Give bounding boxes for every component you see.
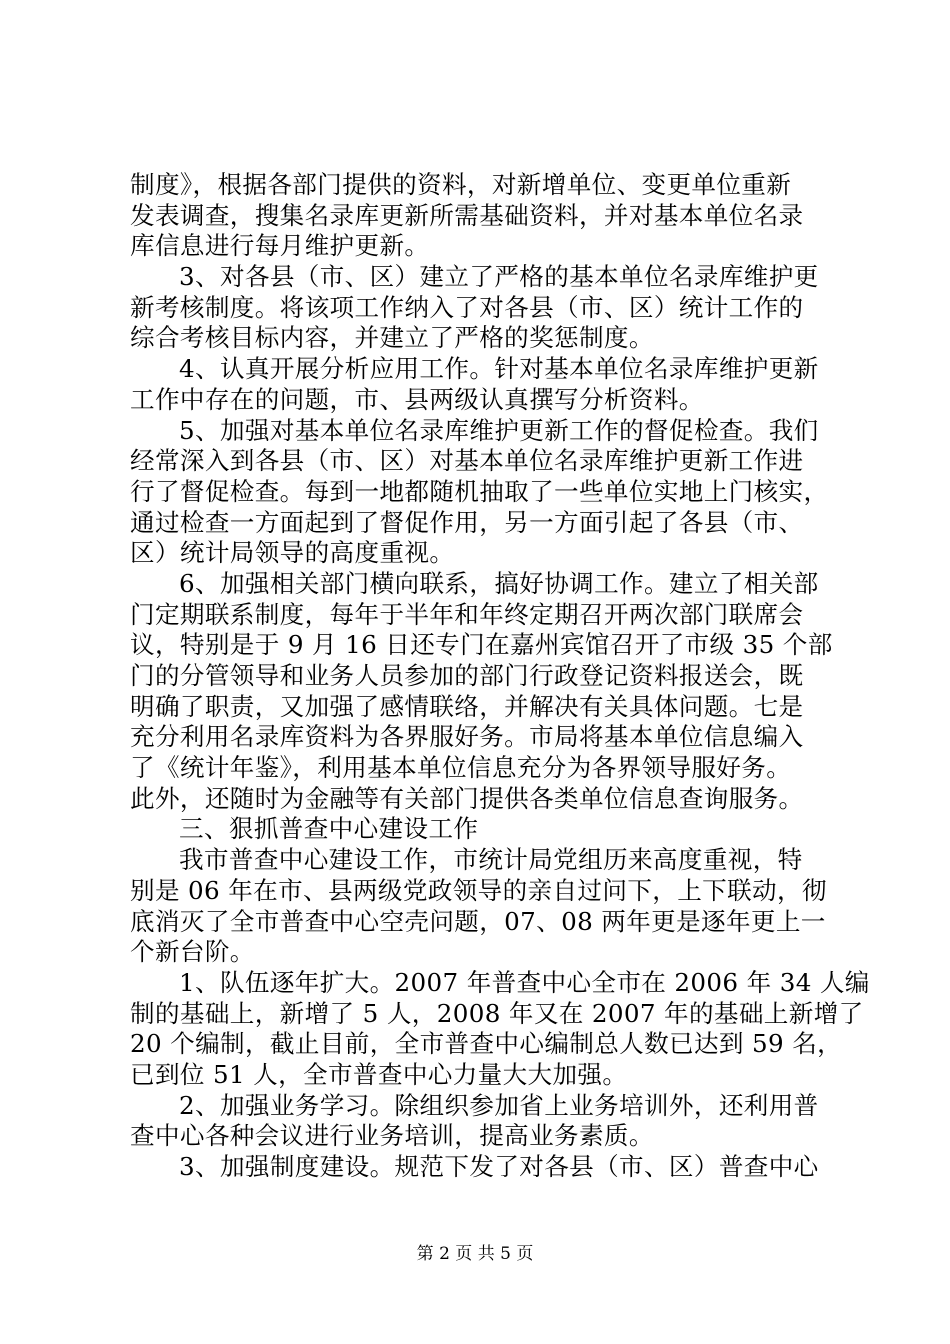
- text-line: 经常深入到各县（市、区）对基本单位名录库维护更新工作进: [130, 446, 804, 476]
- text-line: 2、加强业务学习。除组织参加省上业务培训外，还利用普: [179, 1090, 819, 1120]
- text-line: 明确了职责，又加强了感情联络，并解决有关具体问题。七是: [130, 691, 804, 721]
- text-line: 6、加强相关部门横向联系，搞好协调工作。建立了相关部: [179, 568, 819, 598]
- text-line: 我市普查中心建设工作，市统计局党组历来高度重视，特: [179, 845, 803, 875]
- text-line: 制度》，根据各部门提供的资料，对新增单位、变更单位重新: [130, 170, 792, 199]
- text-line: 别是 06 年在市、县两级党政领导的亲自过问下，上下联动，彻: [130, 875, 827, 905]
- text-line: 新考核制度。将该项工作纳入了对各县（市、区）统计工作的: [130, 292, 804, 322]
- text-line: 综合考核目标内容，并建立了严格的奖惩制度。: [130, 323, 654, 353]
- text-line: 了《统计年鉴》，利用基本单位信息充分为各界领导服好务。: [130, 753, 792, 783]
- text-line: 20 个编制，截止目前，全市普查中心编制总人数已达到 59 名，: [130, 1029, 843, 1059]
- text-line: 工作中存在的问题，市、县两级认真撰写分析资料。: [130, 384, 704, 414]
- text-line: 底消灭了全市普查中心空壳问题，07、08 两年更是逐年更上一: [130, 906, 826, 936]
- text-line: 行了督促检查。每到一地都随机抽取了一些单位实地上门核实，: [130, 476, 829, 506]
- text-line: 3、加强制度建设。规范下发了对各县（市、区）普查中心: [179, 1152, 819, 1181]
- text-line: 三、狠抓普查中心建设工作: [179, 814, 479, 844]
- text-line: 3、对各县（市、区）建立了严格的基本单位名录库维护更: [179, 262, 819, 292]
- text-line: 区）统计局领导的高度重视。: [130, 538, 455, 568]
- text-line: 门定期联系制度，每年于半年和年终定期召开两次部门联席会: [130, 599, 804, 629]
- document-body: [130, 170, 870, 1183]
- text-line: 查中心各种会议进行业务培训，提高业务素质。: [130, 1121, 654, 1151]
- text-line: 5、加强对基本单位名录库维护更新工作的督促检查。我们: [179, 415, 819, 445]
- text-line: 制的基础上，新增了 5 人，2008 年又在 2007 年的基础上新增了: [130, 998, 864, 1028]
- text-line: 充分利用名录库资料为各界服好务。市局将基本单位信息编入: [130, 722, 804, 752]
- text-line: 个新台阶。: [130, 937, 255, 967]
- text-line: 发表调查，搜集名录库更新所需基础资料，并对基本单位名录: [130, 200, 804, 230]
- text-line: 此外，还随时为金融等有关部门提供各类单位信息查询服务。: [130, 783, 804, 813]
- text-line: 库信息进行每月维护更新。: [130, 231, 430, 261]
- page-footer: 第 2 页 共 5 页: [416, 1244, 534, 1264]
- text-line: 已到位 51 人，全市普查中心力量大大加强。: [130, 1059, 628, 1089]
- text-line: 1、队伍逐年扩大。2007 年普查中心全市在 2006 年 34 人编: [179, 967, 870, 997]
- text-line: 门的分管领导和业务人员参加的部门行政登记资料报送会，既: [130, 661, 804, 690]
- text-line: 4、认真开展分析应用工作。针对基本单位名录库维护更新: [179, 354, 819, 384]
- text-line: 通过检查一方面起到了督促作用，另一方面引起了各县（市、: [130, 507, 804, 537]
- text-line: 议，特别是于 9 月 16 日还专门在嘉州宾馆召开了市级 35 个部: [130, 630, 833, 660]
